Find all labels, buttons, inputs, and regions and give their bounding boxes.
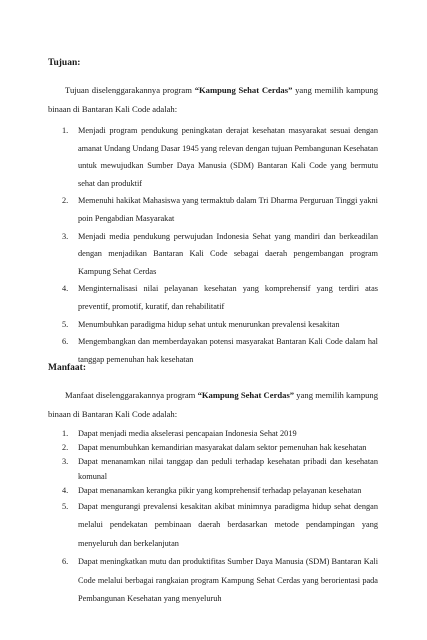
item-number: 5. <box>62 319 69 329</box>
manfaat-intro <box>48 386 378 424</box>
tujuan-list <box>62 122 378 368</box>
list-item <box>62 192 378 227</box>
item-text: Mengembangkan dan memberdayakan potensi masyarakat Bantaran Kali Code dalam hal tanggap pemenuhan hak kesehatan <box>78 337 378 364</box>
list-item <box>62 333 378 368</box>
manfaat-list <box>62 427 378 608</box>
item-text: Dapat meningkatkan mutu dan produktifitas Sumber Daya Manusia (SDM) Bantaran Kali Code melalui berbagai rangkaian program Kampung Sehat Cerdas yang berorientasi pada Pembangunan Kesehatan yang menyeluruh <box>78 557 378 604</box>
item-number: 5. <box>62 502 69 512</box>
manfaat-intro-pre: Manfaat diselenggarakannya program <box>65 390 198 400</box>
tujuan-intro-pre: Tujuan diselenggarakannya program <box>65 85 195 95</box>
manfaat-program-name: “Kampung Sehat Cerdas” <box>197 390 295 400</box>
list-item <box>62 228 378 281</box>
list-item <box>62 441 378 455</box>
item-text: Dapat menanamkan kerangka pikir yang komprehensif terhadap pelayanan kesehatan <box>78 485 362 495</box>
tujuan-program-name: “Kampung Sehat Cerdas” <box>194 85 293 95</box>
item-number: 3. <box>62 231 69 241</box>
item-number: 4. <box>62 485 69 495</box>
item-text: Dapat menanamkan nilai tanggap dan peduli terhadap kesehatan pribadi dan kesehatan komunal <box>78 457 378 481</box>
list-item <box>62 316 378 334</box>
item-number: 2. <box>62 443 69 453</box>
item-text: Menjadi media pendukung perwujudan Indonesia Sehat yang mandiri dan berkeadilan dengan menjadikan Bantaran Kali Code sebagai daerah pengembangan program Kampung Sehat Cerdas <box>78 231 378 276</box>
list-item <box>62 455 378 483</box>
tujuan-intro-post: yang memilih kampung binaan di Bantaran Kali Code adalah: <box>48 85 378 114</box>
item-text: Dapat mengurangi prevalensi kesakitan akibat minimnya paradigma hidup sehat dengan melalui pendekatan pembinaan daerah berdasarkan metode pendampingan yang menyeluruh dan berkelanjutan <box>78 502 378 548</box>
item-number: 6. <box>62 337 69 347</box>
manfaat-intro-post: yang memilih kampung binaan di Bantaran Kali Code adalah: <box>48 390 379 419</box>
item-number: 1. <box>62 126 69 135</box>
tujuan-intro <box>48 81 378 119</box>
item-number: 2. <box>62 196 69 206</box>
list-item <box>62 427 378 441</box>
list-item <box>62 280 378 315</box>
item-text: Menginternalisasi nilai pelayanan kesehatan yang komprehensif yang terdiri atas preventif, promotif, kuratif, dan rehabilitatif <box>78 284 378 311</box>
item-text: Dapat menumbuhkan kemandirian masyarakat dalam sektor pemenuhan hak kesehatan <box>78 443 367 453</box>
item-number: 3. <box>62 457 69 467</box>
item-number: 4. <box>62 284 69 294</box>
item-number: 1. <box>62 429 69 438</box>
list-item <box>62 122 378 192</box>
item-text: Menjadi program pendukung peningkatan derajat kesehatan masyarakat sesuai dengan amanat Undang Undang Dasar 1945 yang relevan dengan tujuan Pembangunan Kesehatan untuk mewujudkan Sumber Daya Manusia (SDM) Bantaran Kali Code yang bermutu sehat dan produktif <box>78 126 378 188</box>
manfaat-heading: Manfaat: <box>48 363 86 373</box>
item-text: Memenuhi hakikat Mahasiswa yang termaktub dalam Tri Dharma Perguruan Tinggi yakni poin Pengabdian Masyarakat <box>78 196 378 223</box>
list-item <box>62 498 378 553</box>
item-text: Menumbuhkan paradigma hidup sehat untuk menurunkan prevalensi kesakitan <box>78 319 340 329</box>
item-text: Dapat menjadi media akselerasi pencapaian Indonesia Sehat 2019 <box>78 429 297 438</box>
item-number: 6. <box>62 557 69 567</box>
list-item <box>62 553 378 608</box>
tujuan-heading: Tujuan: <box>48 58 81 68</box>
list-item <box>62 484 378 498</box>
